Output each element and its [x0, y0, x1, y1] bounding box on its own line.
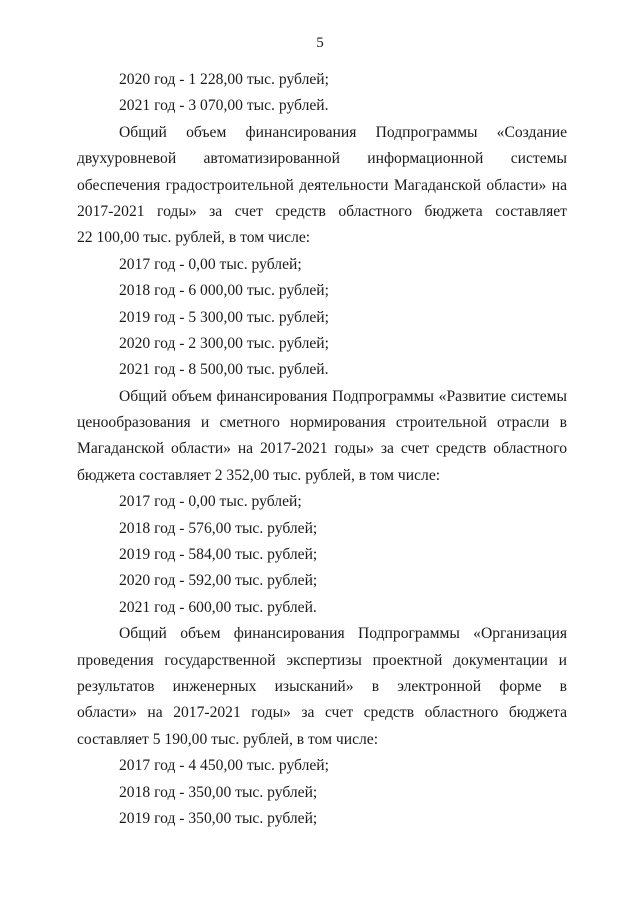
text-line: 2019 год - 584,00 тыс. рублей; — [119, 546, 318, 564]
text-line: 2021 год - 3 070,00 тыс. рублей. — [119, 97, 329, 115]
page-number: 5 — [316, 35, 324, 51]
text-line: составляет 5 190,00 тыс. рублей, в том числе: — [77, 730, 379, 748]
text-line: 2020 год - 2 300,00 тыс. рублей; — [119, 334, 329, 352]
text-line: результатов инженерных изысканий» в электронной форме в — [77, 677, 567, 695]
text-line: Общий объем финансирования Подпрограммы «Организация — [119, 625, 567, 643]
text-line: 2020 год - 592,00 тыс. рублей; — [119, 572, 318, 590]
text-line: Общий объем финансирования Подпрограммы «Развитие системы — [119, 387, 567, 405]
document-body — [77, 67, 567, 832]
text-line: 2017-2021 годы» за счет средств областного бюджета составляет — [77, 202, 567, 220]
text-line: 2021 год - 600,00 тыс. рублей. — [119, 598, 317, 616]
text-line: 22 100,00 тыс. рублей, в том числе: — [77, 229, 311, 247]
text-line: 2018 год - 350,00 тыс. рублей; — [119, 783, 318, 801]
text-line: Магаданской области» на 2017-2021 годы» за счет средств областного — [77, 440, 567, 458]
text-line: 2017 год - 0,00 тыс. рублей; — [119, 255, 302, 273]
text-line: 2017 год - 0,00 тыс. рублей; — [119, 493, 302, 511]
text-line: 2021 год - 8 500,00 тыс. рублей. — [119, 361, 329, 379]
text-line: 2019 год - 5 300,00 тыс. рублей; — [119, 308, 329, 326]
text-line: области» на 2017-2021 годы» за счет средств областного бюджета — [77, 704, 567, 722]
text-line: ценообразования и сметного нормирования строительной отрасли в — [77, 414, 567, 432]
text-line: 2017 год - 4 450,00 тыс. рублей; — [119, 757, 329, 775]
text-line: Общий объем финансирования Подпрограммы «Создание — [119, 123, 567, 141]
text-line: 2019 год - 350,00 тыс. рублей; — [119, 809, 318, 827]
text-line: 2018 год - 576,00 тыс. рублей; — [119, 519, 318, 537]
text-line: 2020 год - 1 228,00 тыс. рублей; — [119, 71, 329, 88]
text-line: бюджета составляет 2 352,00 тыс. рублей, в том числе: — [77, 466, 441, 484]
text-line: проведения государственной экспертизы проектной документации и — [77, 651, 567, 669]
text-line: 2018 год - 6 000,00 тыс. рублей; — [119, 282, 329, 300]
text-line: обеспечения градостроительной деятельности Магаданской области» на — [77, 176, 567, 194]
text-line: двухуровневой автоматизированной информационной системы — [77, 150, 567, 168]
